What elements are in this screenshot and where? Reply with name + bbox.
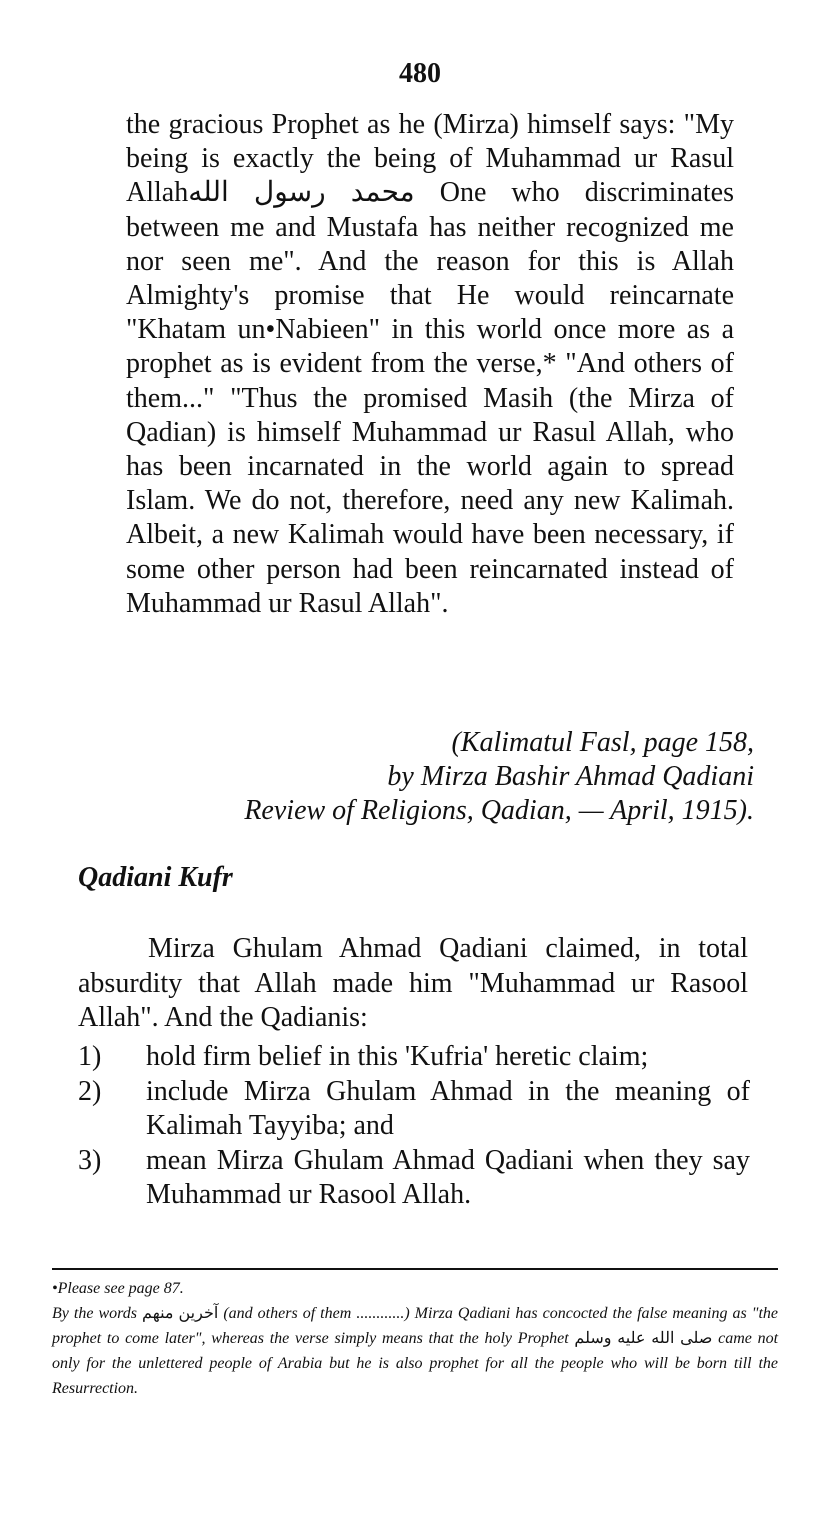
footnote-arabic-phrase: آخرين منهم [142,1305,219,1322]
footnotes [52,1276,778,1401]
footnote-arabic-salutation: صلى الله عليه وسلم [574,1330,713,1347]
footnote-2-part-a: By the words [52,1305,138,1322]
page-number: 480 [399,58,441,89]
citation-line-1: (Kalimatul Fasl, page 158, [451,727,754,758]
list-item-text: mean Mirza Ghulam Ahmad Qadiani when they say Muhammad ur Rasool Allah. [146,1144,750,1210]
list-item-number: 1) [78,1041,102,1072]
footnote-divider [52,1268,778,1270]
citation-line-3: Review of Religions, Qadian, — April, 1915). [244,795,754,826]
list-item-text: hold firm belief in this 'Kufria' heretic claim; [146,1041,649,1072]
list-item [78,1075,750,1144]
list-item [78,1144,750,1213]
footnote-2-part-b: (and others of them ............) Mirza Qadiani has concocted the false meaning as "the prophet to come later", whereas the verse simply means that the holy Prophet [52,1305,779,1347]
list-item [78,1040,750,1075]
claims-list [78,1040,750,1213]
citation-line-2: by Mirza Bashir Ahmad Qadiani [387,761,754,792]
footnote-2-part-c: came not only for the unlettered people of Arabia but he is also prophet for all the people who will be born till the Resurrection. [52,1330,779,1397]
footnote-2 [52,1301,778,1401]
list-item-text: include Mirza Ghulam Ahmad in the meaning of Kalimah Tayyiba; and [146,1075,750,1141]
body-paragraph: the gracious Prophet as he (Mirza) himself says: "My being is exactly the being of Muhammad ur Rasul Allahمحمد رسول الله One who discriminates between me and Mustafa has neither recognized me nor seen me". And the reason for this is Allah Almighty's promise that He would reincarnate "Khatam un•Nabieen" in this world once more as a prophet as is evident from the verse,* "And others of them..." "Thus the promised Masih (the Mirza of Qadian) is himself Muhammad ur Rasul Allah, who has been incarnated in the world again to spread Islam. We do not, therefore, need any new Kalimah. Albeit, a new Kalimah would have been necessary, if some other person had been reincarnated instead of Muhammad ur Rasul Allah". [126,109,734,619]
section-heading: Qadiani Kufr [78,862,233,893]
list-item-number: 2) [78,1075,102,1107]
citation [244,726,754,828]
list-item-number: 3) [78,1144,102,1176]
section-paragraph: Mirza Ghulam Ahmad Qadiani claimed, in total absurdity that Allah made him "Muhammad ur Rasool Allah". And the Qadianis: [78,933,748,1033]
footnote-1: •Please see page 87. [52,1280,184,1297]
